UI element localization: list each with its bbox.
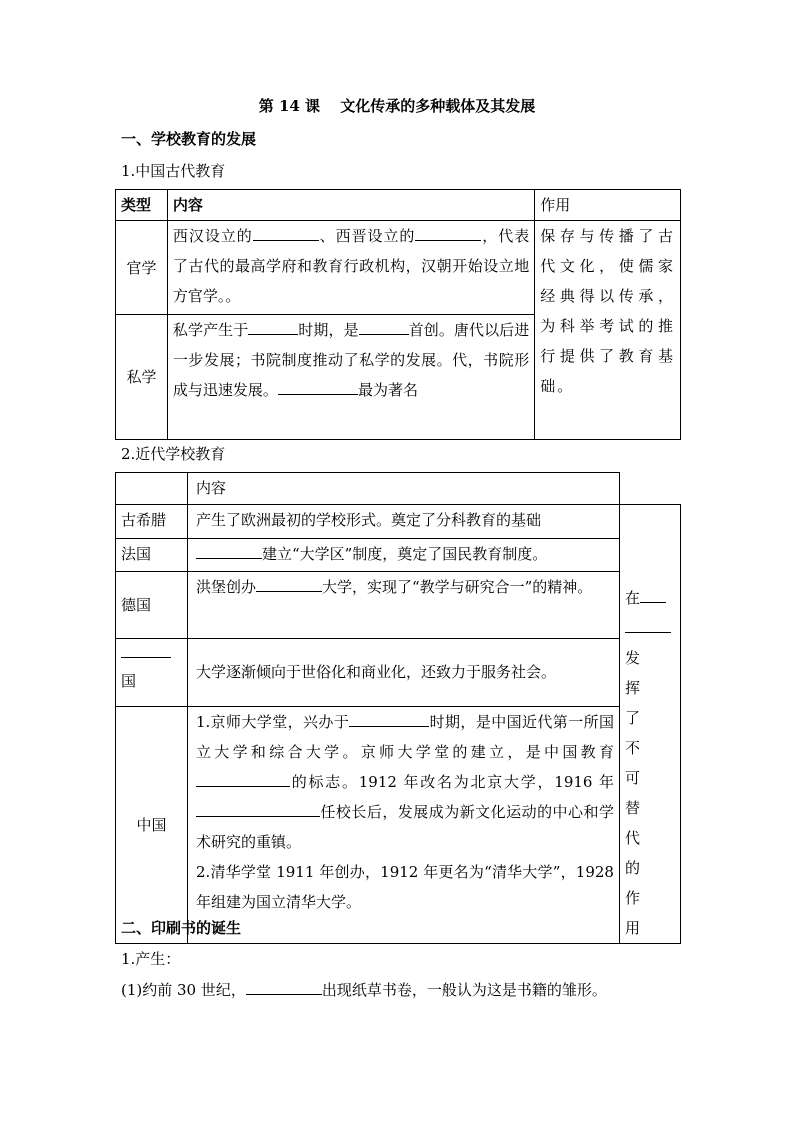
country-france: 法国 (116, 538, 188, 572)
country-china: 中国 (116, 706, 188, 943)
content-china: 1.京师大学堂，兴办于 时期，是中国近代第一所国立大学和综合大学。京师大学堂的建立，是中国教育的标志。1912 年改名为北京大学，1916 年任校长后，发展成为新文化运动的中心和学术研究的重镇。 2.清华学堂 1911 年创办，1912 年更名为“清华大学”，1928 年组建为国立清华大学。 (187, 706, 619, 943)
role-ancient: 保存与传播了古代文化，使儒家经典得以传承，为科举考试的推行提供了教育基础。 (535, 221, 681, 440)
subheading-origin: 1.产生： (121, 950, 181, 968)
content-greece: 产生了欧洲最初的学校形式。奠定了分科教育的基础 (187, 505, 619, 539)
subheading-ancient-education: 1.中国古代教育 (121, 162, 226, 180)
header-content-2: 内容 (187, 473, 619, 505)
content-france: 建立“大学区”制度，奠定了国民教育制度。 (187, 538, 619, 572)
country-greece: 古希腊 (116, 505, 188, 539)
content-guanxue: 西汉设立的 、西晋设立的 ，代表了古代的最高学府和教育行政机构，汉朝开始设立地方官学。。 (167, 221, 534, 315)
line-papyrus: (1)约前 30 世纪， 出现纸草书卷，一般认为这是书籍的雏形。 (121, 978, 607, 1000)
content-sixue: 私学产生于 时期，是 首创。唐代以后进一步发展；书院制度推动了私学的发展。代，书院形成与迅速发展。 最为著名 (167, 315, 534, 440)
header-type: 类型 (116, 190, 168, 221)
ancient-education-table (115, 189, 681, 440)
page-title: 第 14 课 文化传承的多种载体及其发展 (258, 97, 536, 115)
header-role: 作用 (535, 190, 681, 221)
subheading-modern-education: 2.近代学校教育 (121, 445, 226, 463)
modern-education-table (115, 472, 681, 944)
country-germany: 德国 (116, 572, 188, 639)
role-modern: 在 发挥了不可替代的作用 (619, 505, 680, 944)
type-sixue: 私学 (116, 315, 168, 440)
section-heading-2: 二、印刷书的诞生 (121, 919, 242, 937)
content-usa: 大学逐渐倾向于世俗化和商业化，还致力于服务社会。 (187, 639, 619, 706)
type-guanxue: 官学 (116, 221, 168, 315)
header-country (116, 473, 188, 505)
country-blank: 国 (116, 639, 188, 706)
content-germany: 洪堡创办 大学，实现了“教学与研究合一”的精神。 (187, 572, 619, 639)
header-content: 内容 (167, 190, 534, 221)
section-heading-1: 一、学校教育的发展 (121, 130, 257, 148)
